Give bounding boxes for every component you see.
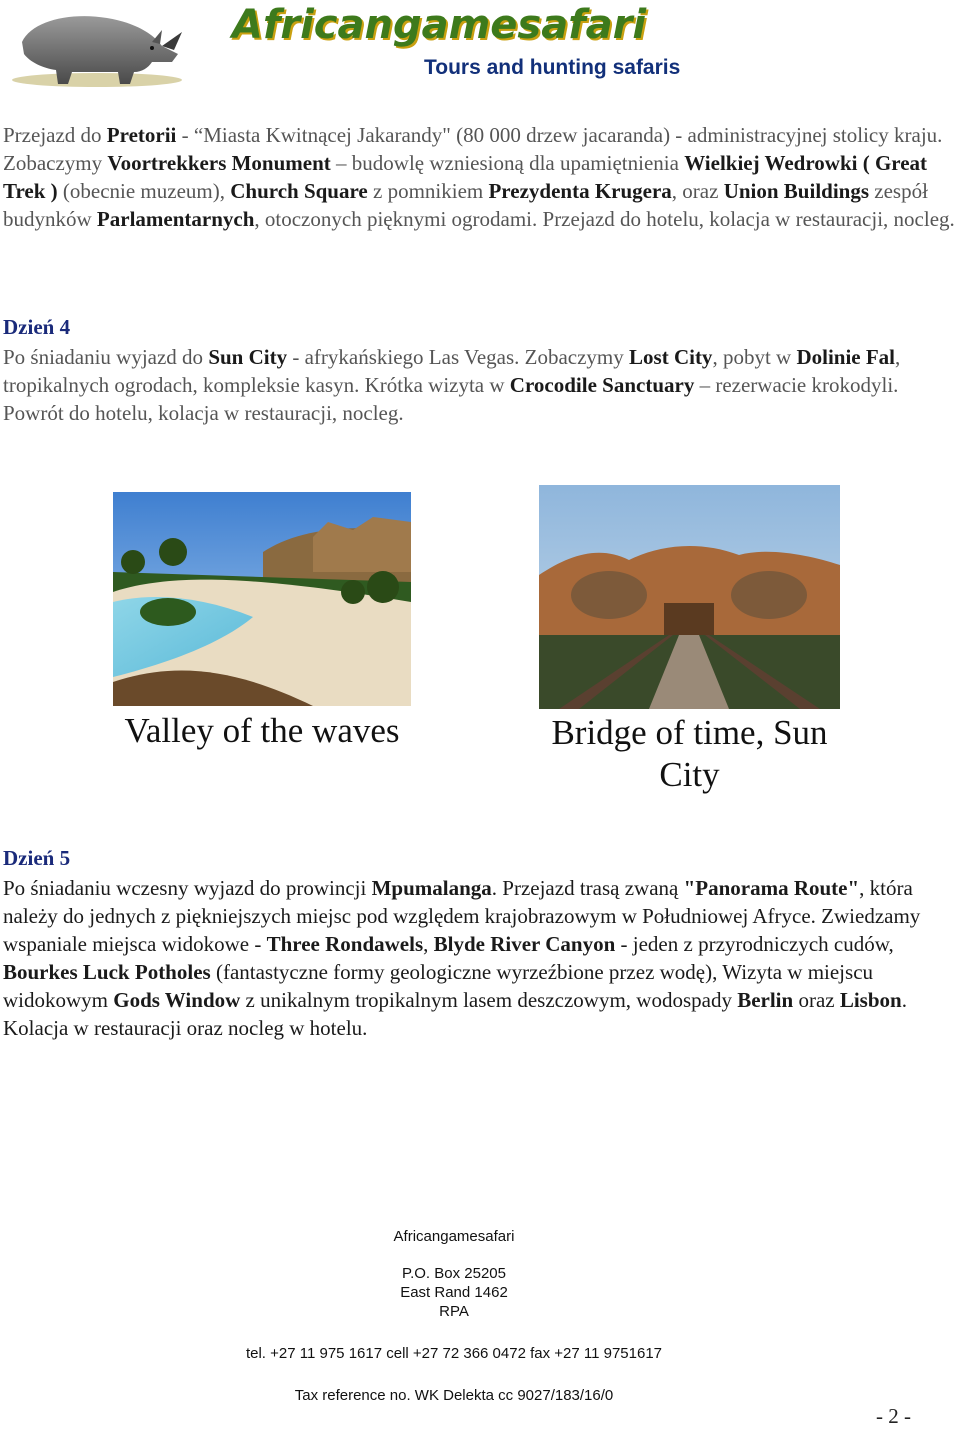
day5-text: - jeden z przyrodniczych cudów,: [615, 932, 894, 956]
bridge-of-time-photo: [539, 485, 840, 709]
intro-text: , oraz: [671, 179, 724, 203]
day4-bold: Crocodile Sanctuary: [509, 373, 695, 397]
valley-of-waves-caption: Valley of the waves: [124, 711, 400, 750]
intro-bold: Union Buildings: [723, 179, 870, 203]
intro-text: Przejazd do: [3, 123, 107, 147]
day5-text: Po śniadaniu wczesny wyjazd do prowincji: [3, 876, 372, 900]
day4-bold: Sun City: [208, 345, 288, 369]
day5-text: z unikalnym tropikalnym lasem deszczowym, wodospady: [240, 988, 738, 1012]
intro-text: – budowlę wzniesioną dla upamiętnienia: [330, 151, 685, 175]
brand-title: Africangamesafari: [232, 2, 647, 48]
intro-text: - “Miasta Kwitnącej Jakarandy" (80 000 drzew jacaranda) - administracyjnej stolicy kraju. Zobaczymy: [3, 123, 943, 175]
valley-of-waves-photo: [113, 492, 411, 706]
intro-bold: Pretorii: [106, 123, 177, 147]
footer-po-box: P.O. Box 25205: [402, 1265, 506, 1282]
day5-text: oraz: [793, 988, 840, 1012]
day5-bold: Bourkes Luck Potholes: [3, 960, 211, 984]
day4-text: Po śniadaniu wyjazd do: [3, 345, 209, 369]
footer-tax-reference: Tax reference no. WK Delekta cc 9027/183/16/0: [294, 1387, 614, 1404]
day5-text: , która należy do jednych z piękniejszych miejsc pod względem krajobrazowym w Południowej Afryce. Zwiedzamy wspaniale miejsca widokowe -: [3, 876, 921, 956]
day4-text: - afrykańskiego Las Vegas. Zobaczymy: [287, 345, 630, 369]
intro-text: (obecnie muzeum),: [57, 179, 231, 203]
day4-bold: Dolinie Fal: [796, 345, 896, 369]
day5-text: ,: [423, 932, 434, 956]
intro-paragraph: [3, 121, 958, 233]
day4-text: – rezerwacie krokodyli. Powrót do hotelu, kolacja w restauracji, nocleg.: [3, 373, 899, 425]
bridge-of-time-caption: Bridge of time, Sun City: [551, 713, 828, 794]
intro-text: z pomnikiem: [367, 179, 489, 203]
day5-bold: Gods Window: [113, 988, 241, 1012]
intro-text: zespół budynków: [3, 179, 928, 231]
day4-bold: Lost City: [629, 345, 713, 369]
beach-image-icon: [113, 492, 411, 706]
intro-bold: Wielkiej Wedrowki ( Great Trek ): [3, 151, 928, 203]
day5-bold: Berlin: [737, 988, 794, 1012]
day5-paragraph: [3, 874, 958, 1042]
intro-text: , otoczonych pięknymi ogrodami. Przejazd do hotelu, kolacja w restauracji, nocleg.: [254, 207, 955, 231]
intro-bold: Voortrekkers Monument: [107, 151, 331, 175]
day5-text: . Przejazd trasą zwaną: [491, 876, 684, 900]
day5-bold: Blyde River Canyon: [433, 932, 616, 956]
rhino-logo-icon: [2, 2, 187, 90]
intro-bold: Prezydenta Krugera: [488, 179, 672, 203]
brand-subtitle: Tours and hunting safaris: [424, 56, 681, 79]
day4-text: , pobyt w: [712, 345, 797, 369]
footer-phones: tel. +27 11 975 1617 cell +27 72 366 0472 fax +27 11 9751617: [245, 1345, 663, 1362]
day5-bold: Mpumalanga: [371, 876, 492, 900]
page-number: - 2 -: [876, 1404, 911, 1428]
page-header: [0, 0, 960, 90]
day5-text: . Kolacja w restauracji oraz nocleg w hotelu.: [3, 988, 907, 1040]
day5-heading: Dzień 5: [3, 846, 71, 870]
day5-bold: Lisbon: [839, 988, 902, 1012]
intro-bold: Church Square: [230, 179, 368, 203]
bridge-image-icon: [539, 485, 840, 709]
day5-bold: Three Rondawels: [266, 932, 424, 956]
day4-heading: Dzień 4: [3, 315, 71, 339]
footer-country: RPA: [439, 1303, 469, 1320]
day5-bold: "Panorama Route": [683, 876, 860, 900]
day4-paragraph: [3, 343, 958, 427]
day5-text: (fantastyczne formy geologiczne wyrzeźbione przez wodę), Wizyta w miejscu widokowym: [3, 960, 874, 1012]
day4-text: , tropikalnych ogrodach, kompleksie kasyn. Krótka wizyta w: [3, 345, 901, 397]
footer-city: East Rand 1462: [400, 1284, 508, 1301]
footer-company: Africangamesafari: [393, 1228, 515, 1245]
intro-bold: Parlamentarnych: [96, 207, 255, 231]
